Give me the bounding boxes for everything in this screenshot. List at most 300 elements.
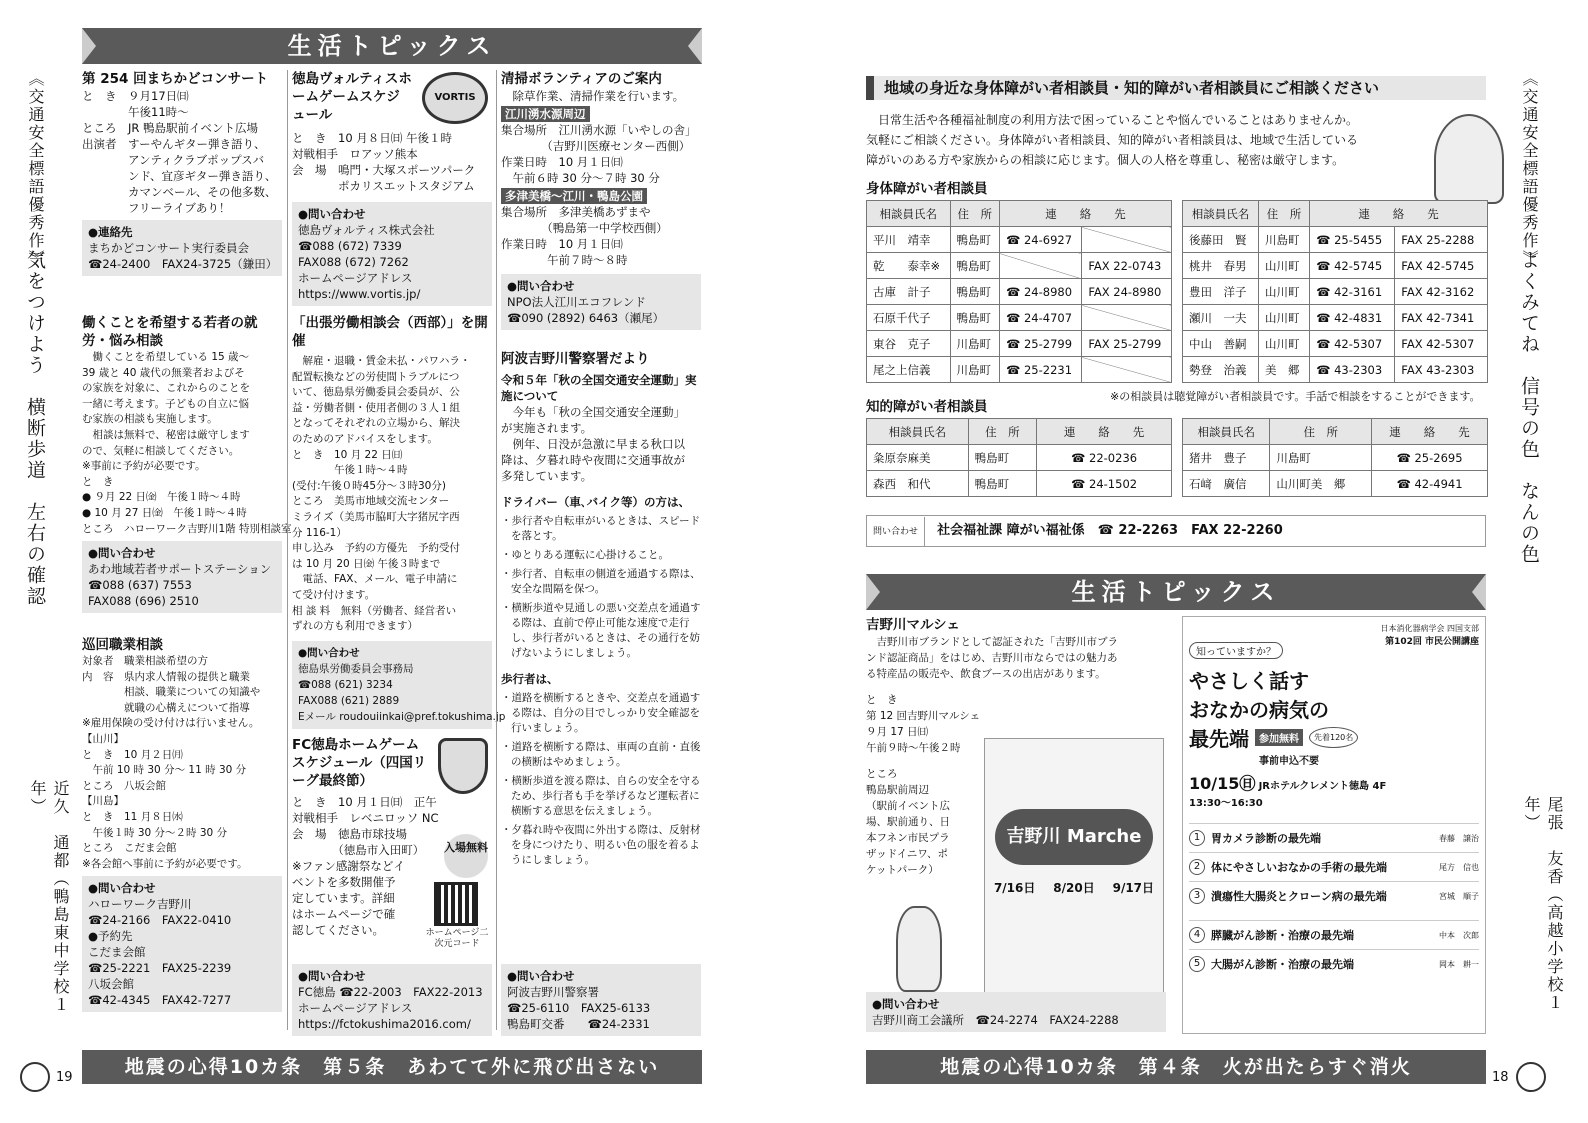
vortis-block [292,70,492,306]
intellectual-title: 知的障がい者相談員 [866,399,988,415]
column-divider [496,70,497,1030]
text-line: 午前６時 30 分～７時 30 分 [501,171,660,185]
text-line: 定しています。詳細 [292,891,395,905]
contact-line: まちかどコンサート実行委員会 [88,241,249,255]
text-line: 午前９時～午後２時 [866,742,961,754]
item-title: 胃カメラ診断の最先端 [1211,832,1321,845]
table-cell: ☎ 24-6927 [999,227,1081,253]
table-cell [1082,305,1172,331]
item-speaker: 中本 次郎 [1439,930,1479,940]
intellectual-table-left: 相談員氏名 住 所 連 絡 先 粂原奈麻美 鴨島町 ☎ 22-0236 森西 和代 鴨島町 ☎ 24-1502 [866,418,1172,497]
contact-line: ☎088 (637) 7553 [88,578,192,593]
mascot-illustration [896,906,942,992]
text-line: ンド認証商品」をはじめ、吉野川市ならではの魅力あ [866,652,1118,664]
consult-contact-row [866,515,1486,547]
text-line: が実施されます。 [501,421,593,435]
text-line: ポカリスエットスタジアム [292,179,475,193]
contact-line: ☎42-4345 FAX42-7277 [88,993,232,1008]
text-line: いて、徳島県労働委員会委員が、公 [292,386,460,399]
contact-line: ☎088 (621) 3234 [298,678,393,691]
table-cell: 東谷 克子 [867,331,951,357]
job-contact [82,876,282,1012]
list-item: ・歩行者、自転車の側道を通過する際は、安全な間隔を保つ。 [501,568,701,595]
text-line: （鴨島第一中学校西側） [501,221,668,235]
text-line: む家族の相談も実施します。 [82,413,218,426]
left-side-slogan: 気をつけよう 横断歩道 左右の確認 [24,250,46,607]
text-line: 午後１時～４時 [292,464,408,477]
youth-contact [82,541,282,613]
lecture-title-3: 最先端 [1189,727,1249,751]
labor-contact [292,641,506,729]
lecture-item [1189,823,1479,852]
contact-line: こだま会館 [88,945,146,960]
table-cell: ☎ 25-2695 [1372,445,1488,471]
text-line: ケットパーク） [866,864,939,876]
right-page [848,0,1588,1123]
clean-lines-1 [501,122,701,186]
contact-line: FC徳島 ☎22-2003 FAX22-2013 [298,985,483,999]
table-cell: ☎ 42-5745 [1310,253,1395,279]
item-number: 4 [1189,927,1205,943]
fc-block [292,736,492,1031]
table-row [1183,471,1488,497]
lecture-series: 第102回 市民公開講座 [1385,637,1479,647]
item-speaker: 宮城 順子 [1439,891,1479,901]
table-cell: 平川 靖幸 [867,227,951,253]
table-cell: 石﨑 廣信 [1183,471,1270,497]
qr-label: ホームページ二次元コード [425,928,489,949]
physical-title: 身体障がい者相談員 [866,181,988,197]
table-cell: 山川町 [1258,279,1309,305]
table-cell [1082,227,1172,253]
text-line: 集合場所 江川湧水源「いやしの舎」 [501,123,697,137]
concert-lines [82,88,282,216]
text-line: 午前 10 時 30 分～ 11 時 30 分 [82,764,247,777]
table-cell: 勢登 治義 [1183,357,1259,383]
job-title: 巡回職業相談 [82,637,163,653]
item-title: 大腸がん診断・治療の最先端 [1211,958,1354,971]
text-line: て受け付けます。 [292,588,376,601]
text-line: 一緒に考えます。子どもの自立に悩 [82,397,250,410]
left-footer: 地震の心得10カ条 第５条 あわてて外に飛び出さない [82,1050,702,1084]
table-row [867,357,1172,383]
text-line: 解雇・退職・賃金未払・パワハラ・ [292,355,471,367]
page-number: 19 [56,1070,73,1085]
police-contact [501,964,701,1036]
text-line: ※雇用保険の受け付けは行いません。 [82,717,260,730]
text-line: フリーライブあり！ [82,201,231,215]
table-row [867,279,1172,305]
section-header: 生活トピックス [866,574,1486,610]
clean-area2: 多津美橋～江川・鴨島公園 [501,188,647,204]
police-block [501,350,701,1031]
text-line: ● 10 月 27 日㈮ 午後１時～４時 [82,506,247,519]
table-cell: 乾 泰幸※ [867,253,951,279]
text-line: 第 12 回吉野川マルシェ [866,710,981,722]
mascot-icon [20,1062,50,1092]
text-line: のためのアドバイスをします。 [292,432,438,445]
contact-line: NPO法人江川エコフレンド [507,295,646,309]
marche-where [866,766,976,878]
lecture-title-2: おなかの病気の [1189,698,1329,722]
table-cell: 瀬川 一夫 [1183,305,1259,331]
physical-table-right: 相談員氏名 住 所 連 絡 先 後藤田 賢 川島町 ☎ 25-5455 FAX 25-2288 桃井 春男 山川町 ☎ 42-5745 FAX 42-5745 豊田 洋子 山川町 ☎ 42-3161 FAX 42-3162 瀬川 一夫 山川町 ☎ 42-4831 FAX 42-7341 中山 善嗣 山川町 ☎ 42-5307 FAX 42-5307 勢登 治義 美 郷 ☎ 43-2303 FAX 43-2303 [1182,200,1488,383]
walkers-heading: 歩行者は、 [501,672,559,686]
left-side-author: 近久 通都（鴨島東中学校１年） [28,780,70,1014]
contact-line: 徳島ヴォルティス株式会社 [298,223,435,237]
table-row [1183,227,1488,253]
text-line: る特産品の販売や、飲食ブースの出店があります。 [866,668,1106,680]
text-line: 出演者 すーやんギター弾き語り、 [82,137,266,151]
contact-line: ●問い合わせ [88,546,156,561]
text-line: 鴨島駅前周辺 [866,784,929,796]
table-cell: 山川町美 郷 [1270,471,1372,497]
right-side-author: 尾張 友香（高越小学校１年） [1522,796,1564,1012]
right-side-slogan: よくみてね 信号の色 なんの色 [1518,250,1540,565]
text-line: ところ ハローワーク吉野川1階 特別相談室 [82,522,292,535]
fc-emblem-icon [438,738,488,794]
qr-code-icon [434,882,478,926]
lecture-item [1189,881,1479,910]
text-line: （徳島市入田町） [292,843,425,857]
text-line: 障がいのある方や家族からの相談に応じます。個人の人格を尊重し、秘密は厳守します。 [866,153,1345,167]
table-cell: ☎ 25-2231 [999,357,1081,383]
lecture-free: 参加無料 [1255,729,1303,746]
list-item: ・横断歩道を渡る際は、自らの安全を守るため、歩行者も手を挙げるなど運転者に横断する意思を伝えましょう。 [501,775,701,817]
table-row [1183,357,1488,383]
item-speaker: 岡本 耕一 [1439,959,1479,969]
table-cell: ☎ 24-1502 [1037,471,1172,497]
vortis-lines [292,130,492,194]
youth-title: 働くことを希望する若者の就労・悩み相談 [82,315,258,349]
contact-line: FAX088 (621) 2889 [298,694,400,707]
table-cell: 山川町 [1258,331,1309,357]
text-line: ンド、宜彦ギター弾き語り、 [82,169,277,183]
list-item: ・道路を横断する際は、車両の直前・直後の横断はやめましょう。 [501,741,701,768]
table-cell: 鴨島町 [968,471,1036,497]
table-cell [1082,357,1172,383]
youth-block [82,314,292,613]
text-line: ９月 17 日㈰ [866,726,929,738]
contact-line: 徳島県労働委員会事務局 [298,662,414,675]
text-line: 作業日時 10 月１日㈰ [501,155,623,169]
table-cell: ☎ 24-4707 [999,305,1081,331]
lecture-cap: 先着120名 [1309,727,1358,748]
text-line: ところ 八坂会館 [82,779,166,792]
table-row [867,227,1172,253]
text-line: と き 10 月１日㈰ 正午 [292,795,437,809]
lecture-title-1: やさしく話す [1189,669,1309,693]
column-divider [287,70,288,1030]
table-cell: ☎ 24-8980 [999,279,1081,305]
police-sub: 令和５年「秋の全国交通安全運動」実施について [501,373,697,403]
clean-title: 清掃ボランティアのご案内 [501,71,662,87]
clean-area1: 江川湧水源周辺 [501,106,590,122]
section-header: 生活トピックス [82,28,702,64]
text-line: ● ９月 22 日㈮ 午後１時～４時 [82,491,241,504]
item-title: 膵臓がん診断・治療の最先端 [1211,929,1354,942]
text-line: アンティクラブポップスバ [82,153,265,167]
text-line: ※ファン感謝祭などイ [292,859,405,873]
text-line: ※事前に予約が必要です。 [82,460,206,473]
table-cell: 鴨島町 [950,279,999,305]
list-item: ・道路を横断するときや、交差点を通過する際は、自分の目でしっかり安全確認を行いましょう。 [501,692,701,734]
text-line: となってそれぞれの立場から、解決 [292,417,460,430]
police-title: 阿波吉野川警察署だより [501,351,650,367]
youth-lines [82,350,292,537]
text-line: 認してください。 [292,923,384,937]
contact-line: ☎24-2166 FAX22-0410 [88,913,232,928]
text-line: 気軽にご相談ください。身体障がい者相談員、知的障がい者相談員は、地域で生活している [866,133,1359,147]
counselor-illustration [1434,114,1504,204]
table-cell: ☎ 25-5455 [1310,227,1395,253]
driver-items [501,514,701,661]
text-line: (受付:午後０時45分～３時30分) [292,479,446,492]
text-line: と き 10 月８日㈰ 午後１時 [292,131,452,145]
contact-line: FAX088 (696) 2510 [88,594,199,609]
table-cell: FAX 43-2303 [1395,357,1488,383]
text-line: ところ こだま会館 [82,842,177,855]
clean-contact [501,274,701,330]
intellectual-table-right: 相談員氏名 住 所 連 絡 先 猪井 豊子 川島町 ☎ 25-2695 石﨑 廣信 山川町美 郷 ☎ 42-4941 [1182,418,1488,497]
table-cell: 美 郷 [1258,357,1309,383]
table-cell: FAX 42-7341 [1395,305,1488,331]
text-line: 集合場所 多津美橋あずまや [501,205,651,219]
table-row [1183,445,1488,471]
text-line: と き ９月17日㈰ [82,89,189,103]
text-line: 対象者 職業相談希望の方 [82,655,208,667]
text-line: と き 11 月８日㈬ [82,810,183,823]
contact-line: ホームページアドレス [298,1001,413,1015]
job-block [82,636,282,1012]
table-cell: ☎ 42-4941 [1372,471,1488,497]
text-line: はホームページで確 [292,907,396,921]
table-cell: 古庫 計子 [867,279,951,305]
list-item: ・横断歩道や見通しの悪い交差点を通過する際は、直前で停止可能な速度で走行し、歩行者がいるときは、その通行を妨げないようにしましょう。 [501,602,701,659]
table-cell: 山川町 [1258,305,1309,331]
item-number: 3 [1189,888,1205,904]
table-cell: 川島町 [1258,227,1309,253]
text-line: と き 10 月２日㈪ [82,748,183,761]
item-speaker: 尾方 信也 [1439,862,1479,872]
contact-line: 八坂会館 [88,977,134,992]
vortis-title: 徳島ヴォルティスホームゲームスケジュール [292,71,412,123]
table-row [867,471,1172,497]
poster-dates: 7/16日 8/20日 9/17日 [993,881,1155,895]
text-line: ベントを多数開催予 [292,875,396,889]
lecture-date-row [1189,771,1479,794]
lecture-date: 10/15㊐ [1189,774,1256,793]
consult-title: 地域の身近な身体障がい者相談員・知的障がい者相談員にご相談ください [866,76,1486,100]
page-number: 18 [1492,1070,1509,1085]
contact-line: あわ地域若者サポートステーション [88,562,272,577]
labor-title: 「出張労働相談会（西部）」を開催 [292,315,488,349]
table-row [867,445,1172,471]
text-line: 【山川】 [82,732,124,745]
consult-contact: 社会福祉課 障がい福祉係 ☎ 22-2263 FAX 22-2260 [937,523,1283,538]
contact-line: ☎25-6110 FAX25-6133 [507,1001,651,1015]
contact-line: ●問い合わせ [298,207,366,221]
text-line: ずれの方も利用できます） [292,620,418,633]
text-line: と き 10 月 22 日㈰ [292,448,403,461]
text-line: 益・労働者側・使用者側の３人１組 [292,401,460,414]
table-cell: 尾之上信義 [867,357,951,383]
contact-line: https://fctokushima2016.com/ [298,1017,471,1031]
table-cell: 猪井 豊子 [1183,445,1270,471]
table-cell: 鴨島町 [950,253,999,279]
item-title: 体にやさしいおなかの手術の最先端 [1211,861,1387,874]
table-row [1183,253,1488,279]
text-line: 日常生活や各種福祉制度の利用方法で困っていることや悩んでいることはありませんか。 [866,113,1359,127]
text-line: は 10 月 20 日㈮ 午後３時まで [292,557,441,570]
text-line: 分 116-1） [292,526,347,539]
fc-lines [292,794,439,938]
table-cell: ☎ 25-2799 [999,331,1081,357]
lecture-badge: 知っていますか？ [1189,642,1283,659]
text-line: 例年、日没が急激に早まる秋口以 [501,437,685,451]
table-cell: ☎ 42-3161 [1310,279,1395,305]
free-badge: 入場無料 [444,834,488,878]
text-line: と き [82,475,114,488]
contact-line: ホームページアドレス [298,271,413,285]
vortis-logo: VORTIS [422,72,488,124]
text-line: 相 談 料 無料（労働者、経営者い [292,604,457,617]
text-line: 内 容 県内求人情報の提供と職業 [82,670,250,683]
contact-line: FAX088 (672) 7262 [298,255,409,269]
marche-poster [984,738,1164,998]
contact-line: ☎24-2400 FAX24-3725（鎌田） [88,257,278,271]
police-lines [501,404,701,484]
list-item: ・夕暮れ時や夜間に外出する際は、反射材を身につけたり、明るい色の服を着るようにしましょう。 [501,824,701,866]
drivers-heading: ドライバー（車､バイク等）の方は、 [501,495,690,509]
text-line: ザッドイニワ、ポ [866,848,949,860]
table-cell: 桃井 春男 [1183,253,1259,279]
text-line: 相談、職業についての知識や [82,686,261,699]
table-cell: 豊田 洋子 [1183,279,1259,305]
lecture-org: 日本消化器病学会 四国支部 [1380,624,1479,633]
table-cell: 中山 善嗣 [1183,331,1259,357]
text-line: ところ [866,768,898,780]
labor-block [292,314,506,729]
text-line: 対戦相手 ロアッソ熊本 [292,147,418,161]
concert-block [82,70,282,276]
text-line: 午前７時～８時 [501,253,628,267]
table-row [867,331,1172,357]
text-line: 電話、FAX、メール、電子申請に [292,573,458,586]
table-cell: FAX 25-2799 [1082,331,1172,357]
lecture-item [1189,949,1479,978]
text-line: 申し込み 予約の方優先 予約受付 [292,542,460,555]
contact-line: ●問い合わせ [507,279,575,293]
item-number: 2 [1189,859,1205,875]
table-cell: FAX 42-3162 [1395,279,1488,305]
text-line: カマンベール、その他多数、 [82,185,277,199]
contact-line: Eメール roudouiinkai@pref.tokushima.jp [298,710,506,723]
table-cell: 鴨島町 [968,445,1036,471]
walker-items [501,691,701,868]
text-line: 働くことを希望している 15 歳～ [82,351,250,363]
left-page [0,0,712,1123]
text-line: 吉野川市ブランドとして認証された「吉野川市ブラ [866,636,1118,648]
physical-table-left: 相談員氏名 住 所 連 絡 先 平川 靖幸 鴨島町 ☎ 24-6927 乾 泰幸※ 鴨島町 FAX 22-0743 古庫 計子 鴨島町 ☎ 24-8980 FAX 24-8980 石原千代子 鴨島町 ☎ 24-4707 東谷 克子 川島町 ☎ 25-2799 FAX 25-2799 尾之上信義 川島町 ☎ 25-2231 [866,200,1172,383]
contact-line: ●問い合わせ [298,969,366,983]
job-lines [82,654,282,872]
table-cell: ☎ 42-5307 [1310,331,1395,357]
vortis-contact [292,202,492,306]
table-cell: 石原千代子 [867,305,951,331]
text-line: ※各会館へ事前に予約が必要です。 [82,857,248,870]
contact-line: ●問い合わせ [88,881,156,896]
table-cell: 粂原奈麻美 [867,445,969,471]
lecture-title-row [1189,723,1479,752]
lecture-venue: JRホテルクレメント徳島 4F [1258,781,1387,792]
text-line: 39 歳と 40 歳代の無業者およびそ [82,366,245,379]
lecture-noreg: 事前申込不要 [1259,756,1319,767]
table-cell: 川島町 [950,357,999,383]
lecture-time: 13:30～16:30 [1189,798,1263,809]
text-line: 多発しています。 [501,469,593,483]
labor-lines [292,354,492,635]
marche-title: 吉野川マルシェ [866,617,960,633]
table-row [1183,331,1488,357]
text-line: 場、駅前通り、日 [866,816,950,828]
contact-line: https://www.vortis.jp/ [298,287,421,301]
table-cell [999,253,1081,279]
text-line: 今年も「秋の全国交通安全運動」 [501,405,685,419]
table-row [1183,305,1488,331]
table-row [1183,279,1488,305]
table-cell: FAX 42-5307 [1395,331,1488,357]
mascot-icon [1516,1062,1546,1092]
left-side-label: 《交通安全標語優秀作》 [26,70,45,268]
table-cell: 山川町 [1258,253,1309,279]
table-cell: FAX 42-5745 [1395,253,1488,279]
text-line: 【川島】 [82,795,124,808]
contact-line: ☎090 (2892) 6463（瀬尾） [507,311,665,325]
right-side-label: 《交通安全標語優秀作》 [1520,70,1539,268]
lecture-poster [1182,616,1486,1034]
text-line: ミライズ（美馬市脇町大字猪尻字西 [292,510,460,523]
table-cell: ☎ 43-2303 [1310,357,1395,383]
item-number: 5 [1189,956,1205,972]
table-cell: FAX 24-8980 [1082,279,1172,305]
contact-line: ハローワーク吉野川 [88,897,192,912]
table-cell: 川島町 [950,331,999,357]
text-line: ところ 美馬市地域交流センター [292,495,450,508]
contact-line: 阿波吉野川警察署 [507,985,599,999]
text-line: （駅前イベント広 [866,800,950,812]
item-speaker: 春藤 譲治 [1439,833,1479,843]
list-item: ・ゆとりある運転に心掛けること。 [501,549,669,561]
contact-line: ☎25-2221 FAX25-2239 [88,961,232,976]
text-line: 本フネン市民プラ [866,832,950,844]
contact-line: ●問い合わせ [507,969,575,983]
clean-block [501,70,701,330]
text-line: 午後１時 30 分～２時 30 分 [82,826,228,839]
table-cell: 森西 和代 [867,471,969,497]
table-row [867,253,1172,279]
text-line: 作業日時 10 月１日㈰ [501,237,623,251]
text-line: 会 場 鳴門・大塚スポーツパーク [292,163,476,177]
contact-line: ●連絡先 [88,225,133,239]
table-cell: 鴨島町 [950,227,999,253]
text-line: 対戦相手 レベニロッソ NC [292,811,439,825]
poster-title: 吉野川 Marche [995,809,1153,865]
table-cell: 後藤田 賢 [1183,227,1259,253]
text-line: ところ JR 鴨島駅前イベント広場 [82,121,259,135]
table-cell: ☎ 42-4831 [1310,305,1395,331]
lecture-item [1189,852,1479,881]
